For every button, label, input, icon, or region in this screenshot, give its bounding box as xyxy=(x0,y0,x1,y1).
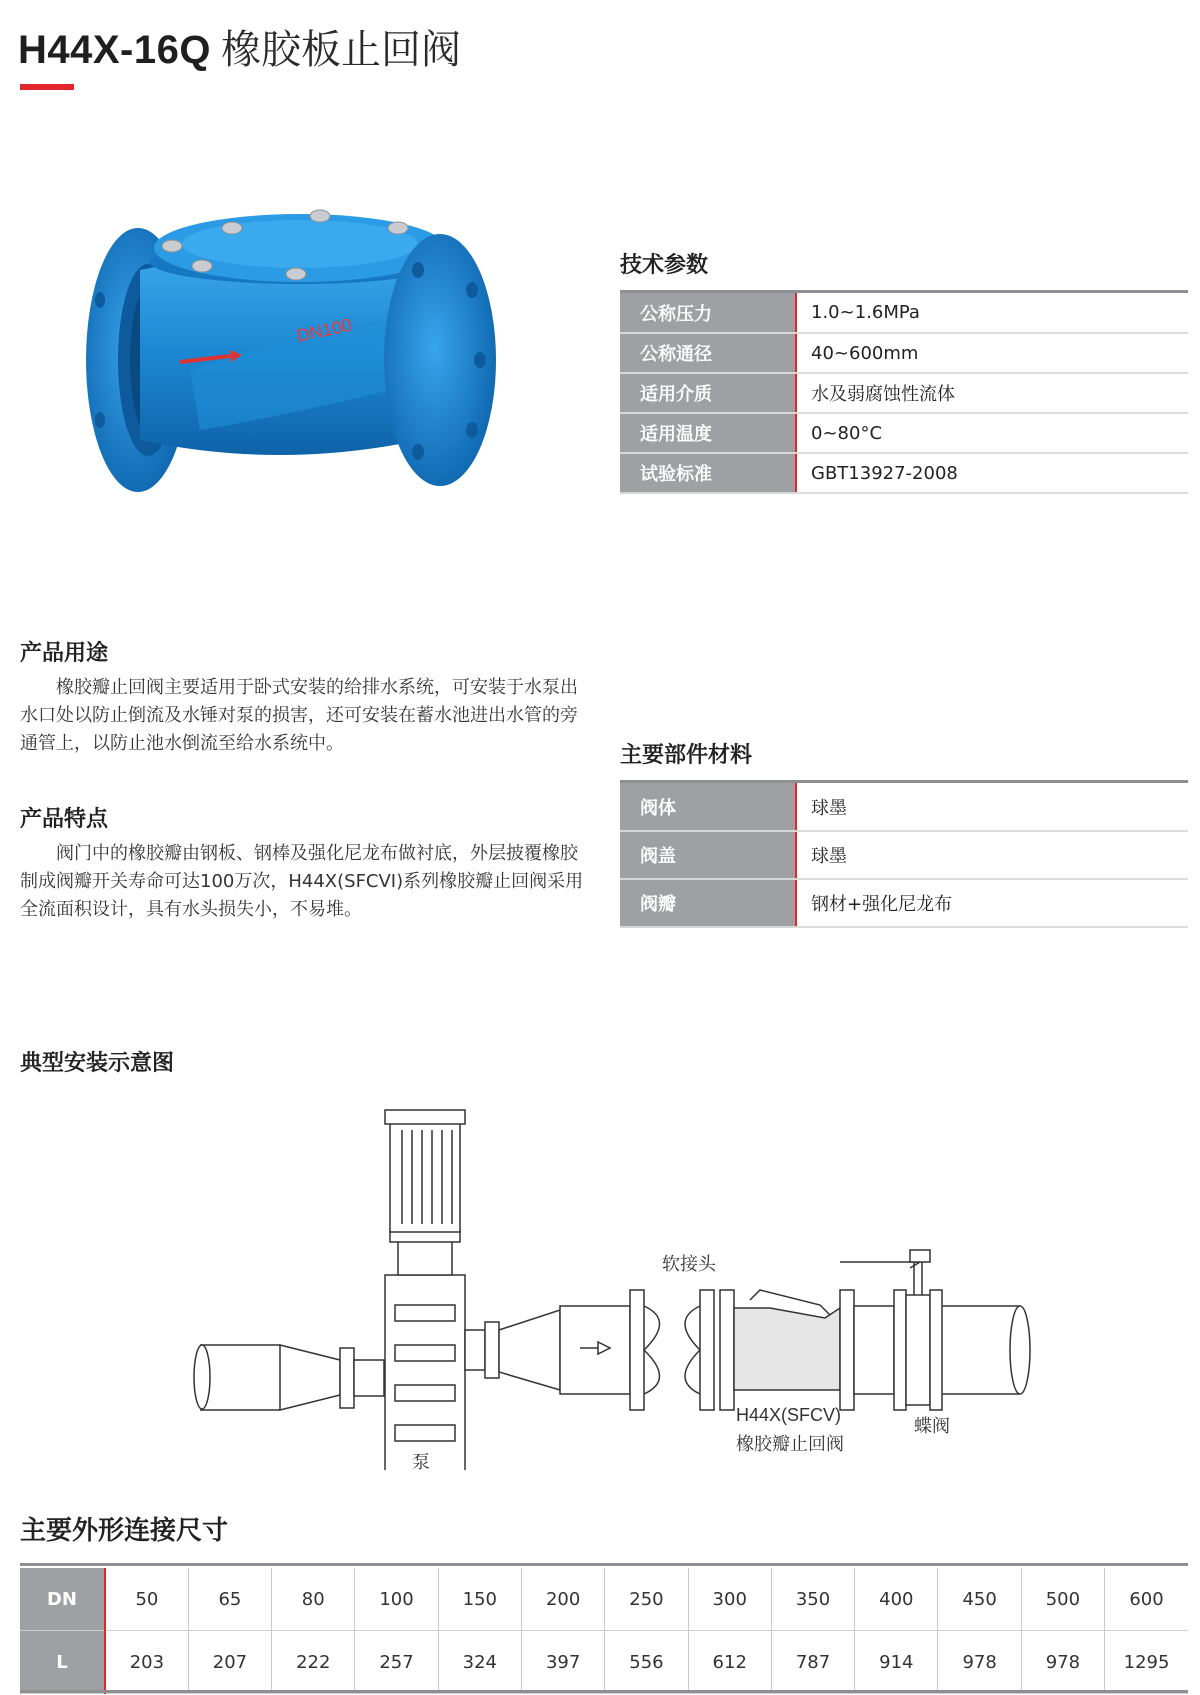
dimension-cell: 397 xyxy=(521,1631,604,1694)
spec-row xyxy=(620,373,1188,413)
tech-params-heading: 技术参数 xyxy=(620,253,709,278)
spec-key: 阀瓣 xyxy=(620,879,796,927)
dimension-cell: 50 xyxy=(105,1568,188,1631)
dimension-cell: 200 xyxy=(521,1568,604,1631)
pump-motor xyxy=(390,1122,460,1232)
dimension-cell: 207 xyxy=(188,1631,271,1694)
dimensions-table xyxy=(20,1568,1188,1694)
spec-row xyxy=(620,831,1188,879)
label-soft-joint: 软接头 xyxy=(662,1254,716,1275)
spec-key: 公称压力 xyxy=(620,293,796,333)
butterfly-valve xyxy=(894,1290,906,1410)
spec-value: 球墨 xyxy=(796,783,1188,831)
spec-row xyxy=(620,333,1188,373)
install-heading: 典型安装示意图 xyxy=(20,1051,175,1076)
features-text: 阀门中的橡胶瓣由钢板、钢棒及强化尼龙布做衬底，外层披覆橡胶制成阀瓣开关寿命可达100万次，H44X(SFCVI)系列橡胶瓣止回阀采用全流面积设计，具有水头损失小，不易堆。 xyxy=(20,843,584,920)
spec-key: 公称通径 xyxy=(620,333,796,373)
dimension-cell: 450 xyxy=(938,1568,1021,1631)
spec-row xyxy=(620,783,1188,831)
dimension-cell: 65 xyxy=(188,1568,271,1631)
dimension-row-header: L xyxy=(20,1631,105,1694)
dimension-cell: 500 xyxy=(1021,1568,1104,1631)
dimension-row-header: DN xyxy=(20,1568,105,1631)
spec-row xyxy=(620,879,1188,927)
spec-value: 钢材+强化尼龙布 xyxy=(796,879,1188,927)
label-valve-name: 橡胶瓣止回阀 xyxy=(736,1434,844,1455)
dimensions-heading: 主要外形连接尺寸 xyxy=(20,1516,229,1546)
dimension-cell: 600 xyxy=(1105,1568,1188,1631)
check-valve xyxy=(720,1290,734,1410)
spec-key: 适用温度 xyxy=(620,413,796,453)
label-valve-model: H44X(SFCV) xyxy=(736,1405,842,1425)
dimension-cell: 222 xyxy=(272,1631,355,1694)
spec-value: 水及弱腐蚀性流体 xyxy=(796,373,1188,413)
dimension-cell: 400 xyxy=(855,1568,938,1631)
title-model: H44X-16Q xyxy=(18,28,211,72)
inlet-pipe xyxy=(200,1345,280,1410)
spec-value: 球墨 xyxy=(796,831,1188,879)
dimension-row-dn xyxy=(20,1568,1188,1631)
tech-params-table xyxy=(620,293,1188,494)
usage-heading: 产品用途 xyxy=(20,641,109,666)
dimension-cell: 1295 xyxy=(1105,1631,1188,1694)
features-heading: 产品特点 xyxy=(20,807,109,832)
body-marking: DN100 xyxy=(294,314,354,346)
dimension-row-l xyxy=(20,1631,1188,1694)
spec-row xyxy=(620,453,1188,493)
spec-key: 阀盖 xyxy=(620,831,796,879)
outlet-pipe xyxy=(560,1306,630,1394)
dimension-cell: 612 xyxy=(688,1631,771,1694)
dimension-cell: 203 xyxy=(105,1631,188,1694)
spec-row xyxy=(620,293,1188,333)
spec-key: 适用介质 xyxy=(620,373,796,413)
title-name: 橡胶板止回阀 xyxy=(220,27,461,73)
dimension-cell: 324 xyxy=(438,1631,521,1694)
label-pump: 泵 xyxy=(412,1452,430,1473)
dimension-cell: 556 xyxy=(605,1631,688,1694)
dimension-cell: 914 xyxy=(855,1631,938,1694)
dimension-cell: 978 xyxy=(1021,1631,1104,1694)
inlet-reducer xyxy=(280,1345,340,1410)
spec-key: 阀体 xyxy=(620,783,796,831)
dimension-cell: 787 xyxy=(771,1631,854,1694)
dimension-cell: 80 xyxy=(272,1568,355,1631)
dimensions-bottom-rule xyxy=(20,1690,1188,1693)
spec-row xyxy=(620,413,1188,453)
dimension-cell: 257 xyxy=(355,1631,438,1694)
usage-text: 橡胶瓣止回阀主要适用于卧式安装的给排水系统，可安装于水泵出水口处以防止倒流及水锤对泵的损害，还可安装在蓄水池进出水管的旁通管上，以防止池水倒流至给水系统中。 xyxy=(20,677,578,754)
dimension-cell: 250 xyxy=(605,1568,688,1631)
spec-key: 试验标准 xyxy=(620,453,796,493)
spec-value: GBT13927-2008 xyxy=(796,453,1188,493)
dimension-cell: 350 xyxy=(771,1568,854,1631)
title-accent-bar xyxy=(20,84,74,90)
dimension-cell: 300 xyxy=(688,1568,771,1631)
spec-value: 40~600mm xyxy=(796,333,1188,373)
spec-value: 1.0~1.6MPa xyxy=(796,293,1188,333)
dimension-cell: 978 xyxy=(938,1631,1021,1694)
install-diagram xyxy=(180,1090,1040,1470)
materials-table xyxy=(620,783,1188,928)
label-butterfly: 蝶阀 xyxy=(914,1416,950,1437)
page-title xyxy=(18,18,461,75)
dimensions-top-rule xyxy=(20,1563,1188,1566)
dimension-cell: 100 xyxy=(355,1568,438,1631)
product-image xyxy=(80,200,500,520)
dimension-cell: 150 xyxy=(438,1568,521,1631)
spec-value: 0~80°C xyxy=(796,413,1188,453)
soft-joint xyxy=(630,1290,644,1410)
materials-heading: 主要部件材料 xyxy=(620,743,753,768)
